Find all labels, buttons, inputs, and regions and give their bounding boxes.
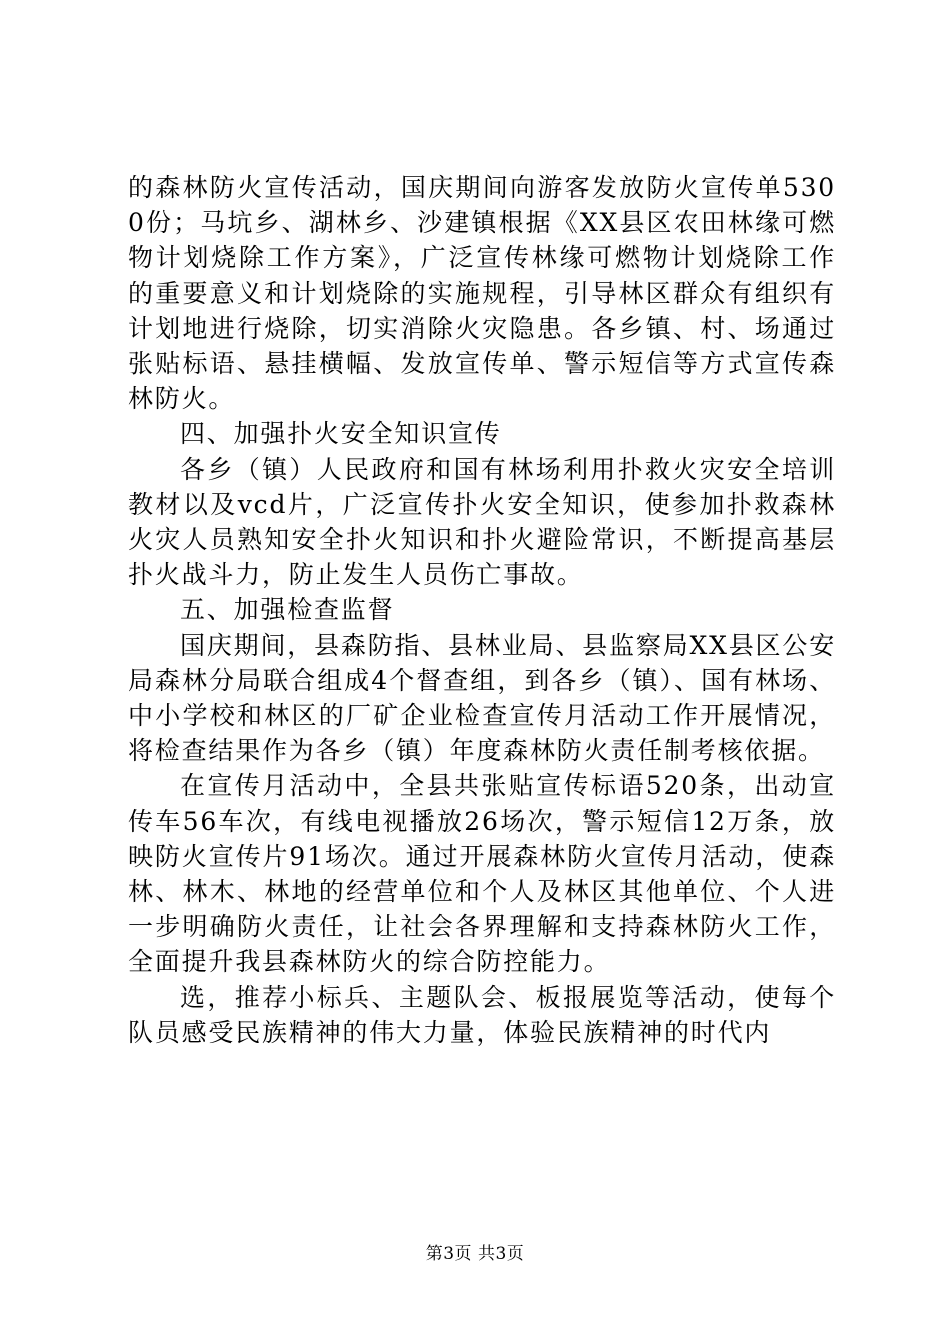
paragraph-inspection: 国庆期间，县森防指、县林业局、县监察局XX县区公安局森林分局联合组成4个督查组，到各乡（镇）、国有林场、中小学校和林区的厂矿企业检查宣传月活动工作开展情况，将检查结果作为各乡（镇）年度森林防火责任制考核依据。 bbox=[128, 630, 836, 766]
paragraph-safety-knowledge: 各乡（镇）人民政府和国有林场利用扑救火灾安全培训教材以及vcd片，广泛宣传扑火安全知识，使参加扑救森林火灾人员熟知安全扑火知识和扑火避险常识，不断提高基层扑火战斗力，防止发生人员伤亡事故。 bbox=[128, 454, 836, 590]
paragraph-fragment: 选，推荐小标兵、主题队会、板报展览等活动，使每个队员感受民族精神的伟大力量，体验民族精神的时代内 bbox=[128, 982, 836, 1047]
section-heading-four: 四、加强扑火安全知识宣传 bbox=[180, 419, 502, 449]
document-body bbox=[128, 170, 836, 1050]
paragraph-continuation: 的森林防火宣传活动，国庆期间向游客发放防火宣传单5300份；马坑乡、湖林乡、沙建镇根据《XX县区农田林缘可燃物计划烧除工作方案》，广泛宣传林缘可燃物计划烧除工作的重要意义和计划烧除的实施规程，引导林区群众有组织有计划地进行烧除，切实消除火灾隐患。各乡镇、村、场通过张贴标语、悬挂横幅、发放宣传单、警示短信等方式宣传森林防火。 bbox=[128, 173, 836, 414]
section-heading-five: 五、加强检查监督 bbox=[180, 595, 395, 625]
page-footer: 第3页 共3页 bbox=[425, 1244, 525, 1264]
paragraph-summary: 在宣传月活动中，全县共张贴宣传标语520条，出动宣传车56车次，有线电视播放26场次，警示短信12万条，放映防火宣传片91场次。通过开展森林防火宣传月活动，使森林、林木、林地的经营单位和个人及林区其他单位、个人进一步明确防火责任，让社会各界理解和支持森林防火工作，全面提升我县森林防火的综合防控能力。 bbox=[128, 771, 836, 977]
